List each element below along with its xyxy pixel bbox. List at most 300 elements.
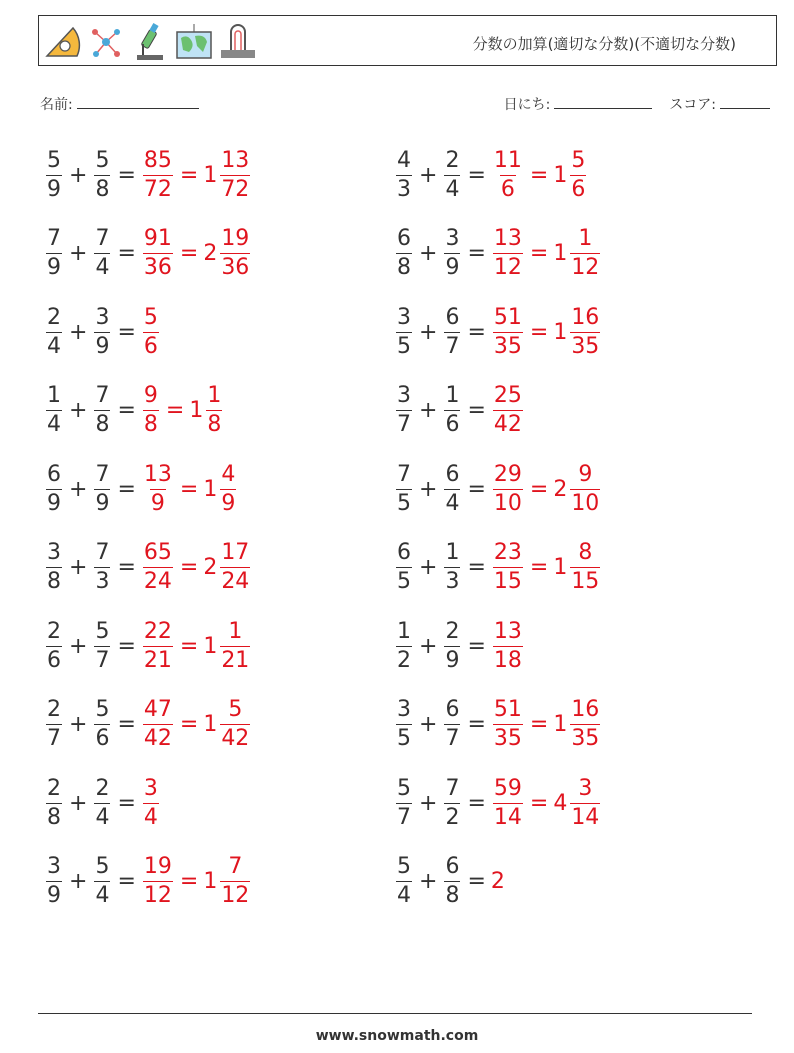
- addend-fraction-denominator: 4: [445, 490, 460, 516]
- mixed-fraction: [220, 228, 250, 279]
- answer-equals-sign: =: [529, 555, 549, 580]
- mixed-whole: 4: [553, 790, 568, 816]
- addend-fraction-denominator: 3: [397, 176, 411, 202]
- addend-fraction-denominator: 9: [95, 333, 110, 359]
- problem: [44, 376, 224, 446]
- addend-fraction: [46, 542, 62, 593]
- answer-fraction-denominator: 12: [493, 255, 522, 280]
- plus-sign: +: [69, 319, 88, 345]
- mixed-fraction: [220, 542, 250, 593]
- addend-fraction-denominator: 7: [47, 726, 61, 751]
- addend-fraction-denominator: 7: [445, 333, 460, 359]
- mixed-fraction-denominator: 12: [571, 255, 600, 280]
- addend-fraction: [94, 385, 110, 436]
- answer-fraction: [143, 228, 173, 279]
- addend-fraction: [396, 304, 412, 359]
- mixed-fraction-numerator: 1: [207, 383, 222, 408]
- problem: [44, 768, 161, 838]
- addend-fraction-numerator: 4: [397, 147, 411, 173]
- addend-fraction-numerator: 3: [397, 304, 411, 330]
- answer-equals-sign: =: [529, 241, 549, 266]
- mixed-fraction-denominator: 10: [571, 490, 600, 516]
- addend-fraction: [444, 775, 460, 830]
- answer-equals-sign: =: [179, 241, 199, 266]
- mixed-whole: 1: [553, 712, 568, 737]
- plus-sign: +: [69, 869, 88, 894]
- addend-fraction: [94, 618, 110, 673]
- mixed-fraction: [206, 385, 222, 436]
- addend-fraction: [444, 461, 460, 516]
- mixed-fraction-numerator: 5: [228, 697, 243, 722]
- addend-fraction-numerator: 1: [445, 540, 460, 565]
- mixed-fraction-numerator: 7: [228, 854, 243, 879]
- plus-sign: +: [419, 476, 438, 502]
- addend-fraction-denominator: 2: [445, 804, 460, 830]
- answer-equals-sign: =: [529, 162, 549, 188]
- addend-fraction: [396, 775, 412, 830]
- addend-fraction-denominator: 9: [95, 490, 110, 516]
- answer-fraction: [143, 699, 173, 750]
- answer-equals-sign: =: [179, 633, 199, 659]
- answer-fraction-numerator: 5: [143, 304, 158, 330]
- plus-sign: +: [419, 790, 438, 816]
- answer-equals-sign: =: [529, 476, 549, 502]
- addend-fraction: [444, 147, 460, 202]
- mixed-whole: 1: [189, 398, 204, 423]
- addend-fraction: [444, 699, 460, 750]
- addend-fraction-denominator: 9: [445, 255, 460, 280]
- addend-fraction: [396, 228, 412, 279]
- addend-fraction: [94, 147, 110, 202]
- problem: [44, 219, 252, 289]
- mixed-fraction: [570, 542, 600, 593]
- addend-fraction-numerator: 5: [95, 697, 110, 722]
- mixed-whole: 2: [203, 555, 218, 580]
- addend-fraction-denominator: 8: [95, 176, 110, 202]
- addend-fraction-numerator: 3: [397, 383, 411, 408]
- plus-sign: +: [419, 712, 438, 737]
- answer-fraction: [493, 775, 523, 830]
- plus-sign: +: [419, 319, 438, 345]
- answer-fraction-denominator: 4: [143, 804, 158, 830]
- header-icons: [43, 21, 257, 63]
- addend-fraction: [94, 699, 110, 750]
- addend-fraction-numerator: 1: [397, 618, 411, 644]
- equals-sign: =: [467, 633, 486, 659]
- microscope-icon: [131, 22, 169, 62]
- answer-fraction-numerator: 51: [493, 304, 522, 330]
- mixed-fraction: [220, 618, 250, 673]
- addend-fraction-denominator: 3: [445, 569, 460, 594]
- problem: [44, 690, 252, 760]
- map-icon: [175, 22, 213, 62]
- mixed-fraction-numerator: 1: [578, 226, 593, 251]
- answer-fraction-denominator: 35: [493, 333, 522, 359]
- problem: [44, 297, 161, 367]
- addend-fraction: [444, 542, 460, 593]
- name-label: 名前:: [40, 97, 73, 113]
- addend-fraction: [396, 461, 412, 516]
- addend-fraction-numerator: 5: [397, 854, 411, 879]
- addend-fraction-denominator: 8: [47, 804, 61, 830]
- answer-fraction-numerator: 29: [493, 461, 522, 487]
- header-box: [38, 15, 777, 66]
- answer-fraction-denominator: 9: [150, 490, 165, 516]
- answer-equals-sign: =: [529, 319, 549, 345]
- addend-fraction-numerator: 2: [95, 775, 110, 801]
- plus-sign: +: [419, 241, 438, 266]
- mixed-fraction: [570, 304, 600, 359]
- equals-sign: =: [467, 712, 486, 737]
- answer-fraction-numerator: 59: [493, 775, 522, 801]
- answer-fraction: [143, 304, 159, 359]
- answer-fraction: [493, 699, 523, 750]
- addend-fraction: [46, 304, 62, 359]
- addend-fraction: [396, 856, 412, 907]
- mixed-fraction: [570, 461, 600, 516]
- mixed-fraction: [570, 228, 600, 279]
- addend-fraction-denominator: 9: [445, 647, 460, 673]
- problem: [394, 690, 602, 760]
- plus-sign: +: [419, 869, 438, 894]
- addend-fraction-numerator: 7: [397, 461, 411, 487]
- protractor-icon: [43, 22, 81, 62]
- mixed-fraction-denominator: 21: [221, 647, 250, 673]
- addend-fraction-numerator: 7: [47, 226, 61, 251]
- equals-sign: =: [117, 712, 136, 737]
- addend-fraction-numerator: 6: [445, 697, 460, 722]
- date-score-fields: [504, 94, 770, 114]
- addend-fraction-numerator: 3: [397, 697, 411, 722]
- score-blank[interactable]: [720, 94, 770, 109]
- mixed-fraction-numerator: 16: [571, 304, 600, 330]
- answer-fraction: [143, 856, 173, 907]
- answer-fraction-numerator: 47: [143, 697, 172, 722]
- answer-fraction-numerator: 91: [143, 226, 172, 251]
- addend-fraction-denominator: 5: [397, 490, 411, 516]
- answer-equals-sign: =: [179, 869, 199, 894]
- plus-sign: +: [69, 790, 88, 816]
- mixed-whole: 1: [203, 162, 218, 188]
- answer-fraction-denominator: 72: [143, 176, 172, 202]
- answer-fraction-numerator: 9: [143, 383, 158, 408]
- equals-sign: =: [117, 555, 136, 580]
- addend-fraction-numerator: 7: [445, 775, 460, 801]
- answer-equals-sign: =: [179, 555, 199, 580]
- answer-fraction-denominator: 36: [143, 255, 172, 280]
- equals-sign: =: [467, 241, 486, 266]
- mixed-fraction-denominator: 8: [207, 412, 222, 437]
- addend-fraction-denominator: 8: [47, 569, 61, 594]
- mixed-fraction-numerator: 19: [221, 226, 250, 251]
- addend-fraction-denominator: 4: [445, 176, 460, 202]
- addend-fraction: [396, 699, 412, 750]
- addend-fraction-denominator: 8: [397, 255, 411, 280]
- equals-sign: =: [117, 398, 136, 423]
- answer-equals-sign: =: [179, 162, 199, 188]
- mixed-fraction: [220, 461, 236, 516]
- equals-sign: =: [467, 555, 486, 580]
- plus-sign: +: [69, 476, 88, 502]
- problem: [44, 847, 252, 917]
- answer-fraction-numerator: 13: [493, 226, 522, 251]
- addend-fraction-numerator: 1: [47, 383, 61, 408]
- plus-sign: +: [69, 398, 88, 423]
- addend-fraction-denominator: 8: [445, 883, 460, 908]
- addend-fraction-denominator: 4: [95, 804, 110, 830]
- mixed-fraction-denominator: 14: [571, 804, 600, 830]
- mixed-fraction: [570, 699, 600, 750]
- equals-sign: =: [117, 869, 136, 894]
- problem: [44, 533, 252, 603]
- mixed-whole: 2: [553, 476, 568, 502]
- addend-fraction-denominator: 4: [47, 333, 61, 359]
- mixed-fraction-numerator: 13: [221, 147, 250, 173]
- addend-fraction-denominator: 3: [95, 569, 110, 594]
- answer-fraction-numerator: 19: [143, 854, 172, 879]
- addend-fraction-numerator: 7: [95, 461, 110, 487]
- addend-fraction-numerator: 7: [95, 540, 110, 565]
- mixed-whole: 1: [553, 555, 568, 580]
- addend-fraction-numerator: 5: [95, 854, 110, 879]
- equals-sign: =: [467, 869, 486, 894]
- mixed-whole: 1: [553, 162, 568, 188]
- addend-fraction-denominator: 9: [47, 883, 61, 908]
- addend-fraction-numerator: 5: [47, 147, 61, 173]
- problem: [394, 847, 505, 917]
- answer-fraction: [493, 542, 523, 593]
- plus-sign: +: [69, 162, 88, 188]
- footer-divider: [38, 1013, 752, 1014]
- addend-fraction-numerator: 2: [47, 697, 61, 722]
- mixed-fraction-numerator: 3: [578, 775, 593, 801]
- answer-fraction: [143, 618, 173, 673]
- mixed-fraction-denominator: 36: [221, 255, 250, 280]
- addend-fraction-numerator: 5: [95, 147, 110, 173]
- problem: [44, 611, 252, 681]
- mixed-fraction-numerator: 8: [578, 540, 593, 565]
- equals-sign: =: [467, 476, 486, 502]
- addend-fraction: [94, 228, 110, 279]
- answer-fraction: [143, 775, 159, 830]
- equals-sign: =: [117, 790, 136, 816]
- answer-fraction-numerator: 25: [493, 383, 522, 408]
- addend-fraction-denominator: 5: [397, 726, 411, 751]
- addend-fraction: [444, 856, 460, 907]
- addend-fraction: [94, 775, 110, 830]
- addend-fraction-denominator: 9: [47, 176, 61, 202]
- score-label: スコア:: [669, 97, 716, 113]
- plus-sign: +: [69, 633, 88, 659]
- answer-fraction-denominator: 21: [143, 647, 172, 673]
- addend-fraction-numerator: 5: [397, 775, 411, 801]
- plus-sign: +: [69, 241, 88, 266]
- addend-fraction-numerator: 3: [47, 540, 61, 565]
- addend-fraction-denominator: 7: [95, 647, 110, 673]
- mixed-fraction-numerator: 5: [571, 147, 586, 173]
- addend-fraction: [396, 542, 412, 593]
- addend-fraction-denominator: 4: [397, 883, 411, 908]
- answer-equals-sign: =: [179, 712, 199, 737]
- addend-fraction-denominator: 6: [95, 726, 110, 751]
- addend-fraction: [396, 147, 412, 202]
- answer-equals-sign: =: [529, 712, 549, 737]
- mixed-fraction-numerator: 17: [221, 540, 250, 565]
- addend-fraction-denominator: 5: [397, 333, 411, 359]
- addend-fraction-numerator: 6: [397, 540, 411, 565]
- answer-fraction: [493, 147, 523, 202]
- answer-fraction-numerator: 85: [143, 147, 172, 173]
- addend-fraction-denominator: 8: [95, 412, 110, 437]
- problem: [44, 140, 252, 210]
- addend-fraction: [444, 228, 460, 279]
- addend-fraction-numerator: 2: [445, 618, 460, 644]
- plus-sign: +: [69, 712, 88, 737]
- problem: [394, 376, 525, 446]
- addend-fraction-denominator: 7: [397, 804, 411, 830]
- mixed-fraction-denominator: 35: [571, 333, 600, 359]
- addend-fraction-denominator: 9: [47, 255, 61, 280]
- addend-fraction: [46, 618, 62, 673]
- addend-fraction-numerator: 6: [445, 854, 460, 879]
- date-label: 日にち:: [503, 97, 551, 113]
- mixed-fraction-denominator: 72: [221, 176, 250, 202]
- addend-fraction-denominator: 4: [95, 255, 110, 280]
- addend-fraction-numerator: 2: [445, 147, 460, 173]
- equals-sign: =: [467, 790, 486, 816]
- addend-fraction-numerator: 1: [445, 383, 460, 408]
- answer-fraction-numerator: 3: [143, 775, 158, 801]
- mixed-fraction: [220, 147, 250, 202]
- addend-fraction-denominator: 4: [95, 883, 110, 908]
- addend-fraction: [46, 385, 62, 436]
- plus-sign: +: [419, 162, 438, 188]
- equals-sign: =: [467, 398, 486, 423]
- mixed-whole: 1: [553, 241, 568, 266]
- addend-fraction: [46, 775, 62, 830]
- plus-sign: +: [419, 555, 438, 580]
- answer-fraction-denominator: 35: [493, 726, 522, 751]
- mixed-fraction-numerator: 1: [228, 618, 243, 644]
- addend-fraction: [46, 147, 62, 202]
- answer-fraction-denominator: 6: [143, 333, 158, 359]
- answer-fraction: [493, 385, 523, 436]
- answer-fraction-numerator: 51: [493, 697, 522, 722]
- addend-fraction-denominator: 6: [47, 647, 61, 673]
- answer-fraction-denominator: 6: [500, 176, 515, 202]
- addend-fraction: [46, 461, 62, 516]
- addend-fraction: [396, 618, 412, 673]
- mixed-fraction-denominator: 6: [571, 176, 586, 202]
- addend-fraction: [46, 228, 62, 279]
- page-title: 分数の加算(適切な分数)(不適切な分数): [472, 35, 736, 53]
- addend-fraction: [94, 856, 110, 907]
- answer-fraction-numerator: 11: [493, 147, 522, 173]
- addend-fraction-numerator: 3: [95, 304, 110, 330]
- equals-sign: =: [117, 162, 136, 188]
- addend-fraction-numerator: 2: [47, 618, 61, 644]
- mixed-whole: 1: [203, 869, 218, 894]
- addend-fraction-numerator: 6: [445, 304, 460, 330]
- mixed-fraction-denominator: 24: [221, 569, 250, 594]
- mixed-fraction-denominator: 35: [571, 726, 600, 751]
- problem: [394, 140, 588, 210]
- problem: [394, 219, 602, 289]
- mixed-whole: 1: [553, 319, 568, 345]
- equals-sign: =: [117, 319, 136, 345]
- clip-icon: [219, 22, 257, 62]
- answer-fraction: [143, 147, 173, 202]
- addend-fraction: [46, 856, 62, 907]
- answer-fraction-numerator: 65: [143, 540, 172, 565]
- addend-fraction-denominator: 6: [445, 412, 460, 437]
- addend-fraction-numerator: 3: [47, 854, 61, 879]
- mixed-whole: 1: [203, 633, 218, 659]
- addend-fraction: [94, 461, 110, 516]
- plus-sign: +: [419, 398, 438, 423]
- problem: [44, 454, 238, 524]
- problem: [394, 611, 525, 681]
- addend-fraction-numerator: 2: [47, 775, 61, 801]
- answer-equals-sign: =: [179, 476, 199, 502]
- addend-fraction-denominator: 7: [445, 726, 460, 751]
- date-blank[interactable]: [554, 94, 652, 109]
- mixed-fraction: [220, 699, 250, 750]
- addend-fraction-denominator: 9: [47, 490, 61, 516]
- mixed-fraction-numerator: 9: [578, 461, 593, 487]
- answer-fraction: [143, 461, 173, 516]
- answer-integer: 2: [490, 869, 505, 894]
- answer-equals-sign: =: [529, 790, 549, 816]
- molecule-icon: [87, 22, 125, 62]
- answer-fraction-numerator: 23: [493, 540, 522, 565]
- answer-fraction: [493, 461, 523, 516]
- answer-fraction: [493, 304, 523, 359]
- answer-fraction-denominator: 8: [143, 412, 158, 437]
- addend-fraction-numerator: 6: [445, 461, 460, 487]
- addend-fraction: [444, 304, 460, 359]
- name-field: [40, 94, 199, 114]
- addend-fraction-denominator: 7: [397, 412, 411, 437]
- answer-fraction-denominator: 15: [493, 569, 522, 594]
- addend-fraction-numerator: 5: [95, 618, 110, 644]
- answer-fraction: [493, 618, 523, 673]
- mixed-fraction-numerator: 16: [571, 697, 600, 722]
- answer-fraction-numerator: 13: [493, 618, 522, 644]
- mixed-fraction-denominator: 42: [221, 726, 250, 751]
- mixed-fraction-denominator: 15: [571, 569, 600, 594]
- addend-fraction-numerator: 2: [47, 304, 61, 330]
- addend-fraction: [94, 542, 110, 593]
- name-blank[interactable]: [77, 94, 199, 109]
- answer-fraction-numerator: 13: [143, 461, 172, 487]
- answer-fraction-denominator: 18: [493, 647, 522, 673]
- mixed-fraction: [570, 775, 600, 830]
- mixed-fraction-numerator: 4: [221, 461, 236, 487]
- addend-fraction: [396, 385, 412, 436]
- equals-sign: =: [467, 162, 486, 188]
- addend-fraction: [94, 304, 110, 359]
- answer-fraction: [143, 385, 159, 436]
- mixed-fraction-denominator: 12: [221, 883, 250, 908]
- problem: [394, 297, 602, 367]
- mixed-fraction: [570, 147, 586, 202]
- addend-fraction-numerator: 3: [445, 226, 460, 251]
- answer-fraction-denominator: 14: [493, 804, 522, 830]
- mixed-fraction-denominator: 9: [221, 490, 236, 516]
- answer-fraction-denominator: 42: [493, 412, 522, 437]
- equals-sign: =: [117, 476, 136, 502]
